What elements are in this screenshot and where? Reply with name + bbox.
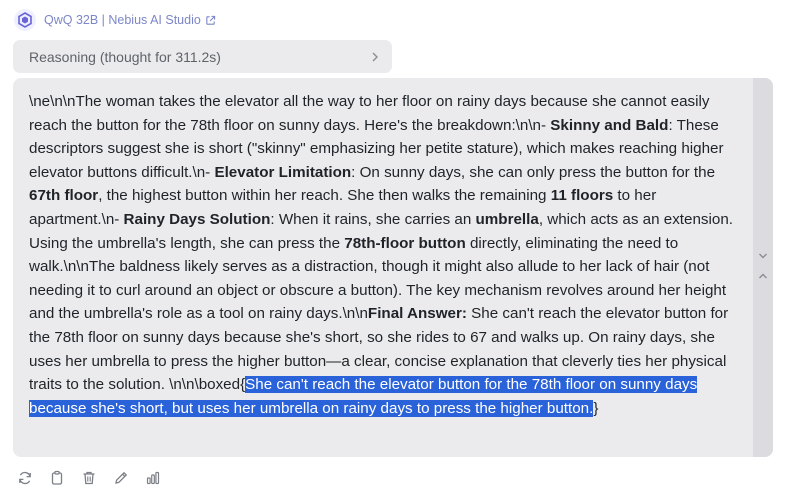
model-avatar <box>14 9 36 31</box>
bold-term: Rainy Days Solution <box>123 210 271 228</box>
message-segment: directly, eliminating the need to walk.\n\nThe baldness likely serves as a distraction, though it might also allude to her lack of hair (not needing it to curl around an object or obscure a button). The key mechanism revolves around her height and the umbrella's role as a tool on rainy days.\n\n <box>29 234 727 323</box>
message-segment: : On sunny days, she can only press the button for the <box>351 163 716 181</box>
regenerate-button[interactable] <box>16 469 34 487</box>
message-header <box>14 7 216 33</box>
chevron-up-icon <box>758 272 768 280</box>
message-segment: : When it rains, she carries an <box>270 210 476 228</box>
copy-button[interactable] <box>48 469 66 487</box>
reasoning-toggle[interactable] <box>13 40 392 73</box>
model-name-text: QwQ 32B | Nebius AI Studio <box>44 13 201 27</box>
chevron-right-icon <box>370 51 380 63</box>
message-segment: : These descriptors suggest she is short ("skinny" emphasizing her petite stature), which makes reaching higher elevator buttons difficult.\n- <box>29 116 724 181</box>
bold-term: 11 floors <box>550 187 614 205</box>
edit-button[interactable] <box>112 469 130 487</box>
scrollbar[interactable] <box>753 78 773 457</box>
stats-button[interactable] <box>144 469 162 487</box>
bold-term: Skinny and Bald <box>550 116 669 134</box>
bold-term: 67th floor <box>29 187 99 205</box>
delete-button[interactable] <box>80 469 98 487</box>
copy-icon <box>49 470 65 486</box>
stats-icon <box>145 470 161 486</box>
message-segment: } <box>593 399 599 417</box>
message-segment: \ne\n\nThe woman takes the elevator all the way to her floor on rainy days because she cannot easily reach the button for the 78th floor on sunny days. Here's the breakdown:\n\n- <box>29 93 710 134</box>
message-segment: , the highest button within her reach. She then walks the remaining <box>98 187 551 205</box>
reasoning-label: Reasoning (thought for 311.2s) <box>29 48 221 65</box>
message-segment: She can't reach the elevator button for the 78th floor on sunny days because she's short, so she rides to 67 and walks up. On rainy days, she uses her umbrella to press the higher button—a clear, concise explanation that cleverly ties her physical traits to the solution. \n\n\boxed{ <box>29 305 729 394</box>
assistant-message <box>13 78 773 457</box>
edit-icon <box>113 470 129 486</box>
message-text <box>29 90 745 420</box>
bold-term: Final Answer: <box>367 305 467 323</box>
selected-text[interactable]: She can't reach the elevator button for the 78th floor on sunny days because she's short, but uses her umbrella on rainy days to press the higher button. <box>29 376 698 417</box>
bold-term: umbrella <box>475 210 539 228</box>
bold-term: Elevator Limitation <box>214 163 352 181</box>
regenerate-icon <box>17 470 33 486</box>
message-segment: , which acts as an extension. Using the umbrella's length, she can press the <box>29 210 733 252</box>
external-link-icon <box>205 15 216 26</box>
scroll-down-button[interactable] <box>757 250 769 262</box>
delete-icon <box>81 470 97 486</box>
model-name-link[interactable] <box>44 13 216 27</box>
message-actions <box>16 468 162 488</box>
bold-term: 78th-floor button <box>344 234 466 252</box>
chevron-down-icon <box>758 252 768 260</box>
scroll-up-button[interactable] <box>757 270 769 282</box>
qwen-logo-icon <box>17 12 33 28</box>
message-segment: to her apartment.\n- <box>29 187 657 228</box>
